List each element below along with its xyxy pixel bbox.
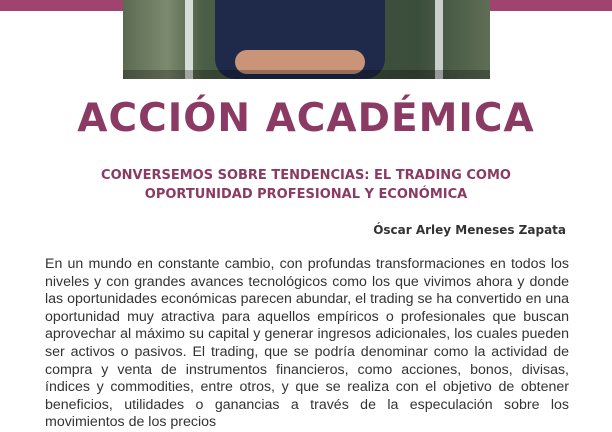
section-title: ACCIÓN ACADÉMICA — [77, 96, 535, 141]
photo-bottom-shadow — [123, 70, 490, 79]
top-accent-band-right — [490, 0, 612, 11]
author-photo — [123, 0, 490, 79]
photo-window-frame-left — [185, 0, 193, 79]
top-accent-band-left — [0, 0, 123, 11]
article-author: Óscar Arley Meneses Zapata — [373, 223, 566, 237]
photo-window-frame-right — [435, 0, 443, 79]
article-subtitle: CONVERSEMOS SOBRE TENDENCIAS: EL TRADING COMO OPORTUNIDAD PROFESIONAL Y ECONÓMICA — [101, 168, 511, 202]
article-body: En un mundo en constante cambio, con profundas transformaciones en todos los niveles y con grandes avances tecnológicos como los que vivimos ahora y donde las oportunidades económicas parecen abundar, el trading se ha convertido en una oportunidad muy atractiva para aquellos empíricos o profesionales que buscan aprovechar al máximo su capital y generar ingresos adicionales, los cuales pueden ser activos o pasivos. El trading, que se podría denominar como la actividad de compra y venta de instrumentos financieros, como acciones, bonos, divisas, índices y commodities, entre otros, y que se realiza con el objetivo de obtener beneficios, utilidades o ganancias a través de la especulación sobre los movimientos de los precios — [45, 256, 569, 431]
